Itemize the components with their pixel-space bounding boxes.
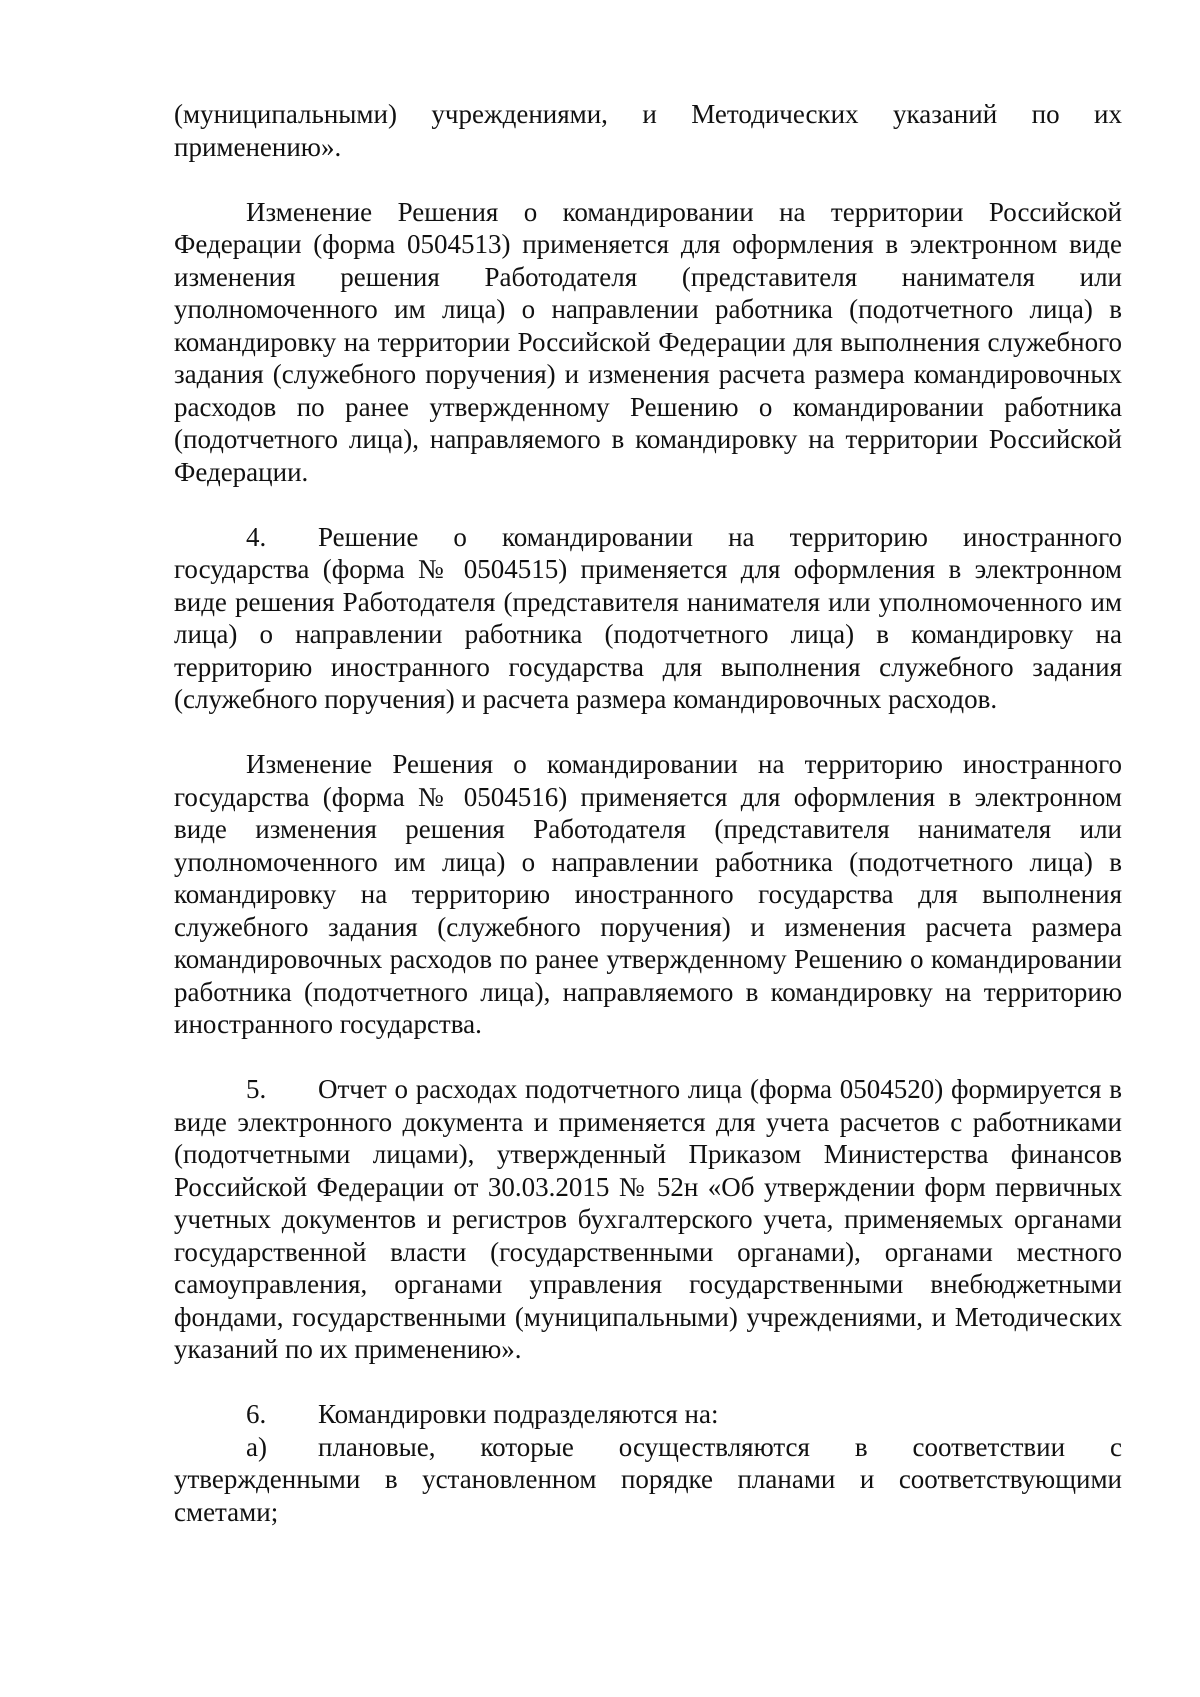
item-number: 5. xyxy=(246,1074,267,1104)
paragraph-text: Решение о командировании на территорию иностранного государства (форма № 0504515) применяется для оформления в электронном виде решения Работодателя (представителя нанимателя или уполномоченного им лица) о направлении работника (подотчетного лица) в командировку на территорию иностранного государства для выполнения служебного задания (служебного поручения) и расчета размера командировочных расходов. xyxy=(174,521,1122,714)
paragraph-change-decision-foreign xyxy=(174,748,1122,1041)
paragraph-text: Командировки подразделяются на: xyxy=(318,1399,719,1429)
paragraph-subitem-a xyxy=(174,1431,1122,1529)
item-number: а) xyxy=(246,1431,267,1462)
paragraph-change-decision-rf xyxy=(174,196,1122,489)
paragraph-text: плановые, которые осуществляются в соответствии с утвержденными в установленном порядке планами и соответствующими сметами; xyxy=(174,1431,1122,1527)
document-page xyxy=(174,98,1122,1528)
paragraph-item-4 xyxy=(174,521,1122,716)
item-number: 6. xyxy=(246,1399,267,1429)
paragraph-item-6 xyxy=(174,1398,1122,1431)
paragraph-text: (муниципальными) учреждениями, и Методических указаний по их применению». xyxy=(174,99,1122,162)
paragraph-continuation xyxy=(174,98,1122,163)
paragraph-text: Отчет о расходах подотчетного лица (форма 0504520) формируется в виде электронного документа и применяется для учета расчетов с работниками (подотчетными лицами), утвержденный Приказом Министерства финансов Российской Федерации от 30.03.2015 № 52н «Об утверждении форм первичных учетных документов и регистров бухгалтерского учета, применяемых органами государственной власти (государственными органами), органами местного самоуправления, органами управления государственными внебюджетными фондами, государственными (муниципальными) учреждениями, и Методических указаний по их применению». xyxy=(174,1074,1122,1364)
paragraph-text: Изменение Решения о командировании на территорию иностранного государства (форма № 0504516) применяется для оформления в электронном виде изменения решения Работодателя (представителя нанимателя или уполномоченного им лица) о направлении работника (подотчетного лица) в командировку на территорию иностранного государства для выполнения служебного задания (служебного поручения) и изменения расчета размера командировочных расходов по ранее утвержденному Решению о командировании работника (подотчетного лица), направляемого в командировку на территорию иностранного государства. xyxy=(174,749,1122,1039)
item-number: 4. xyxy=(246,521,267,552)
paragraph-text: Изменение Решения о командировании на территории Российской Федерации (форма 0504513) применяется для оформления в электронном виде изменения решения Работодателя (представителя нанимателя или уполномоченного им лица) о направлении работника (подотчетного лица) в командировку на территории Российской Федерации для выполнения служебного задания (служебного поручения) и изменения расчета размера командировочных расходов по ранее утвержденному Решению о командировании работника (подотчетного лица), направляемого в командировку на территории Российской Федерации. xyxy=(174,196,1122,487)
paragraph-item-5 xyxy=(174,1073,1122,1366)
